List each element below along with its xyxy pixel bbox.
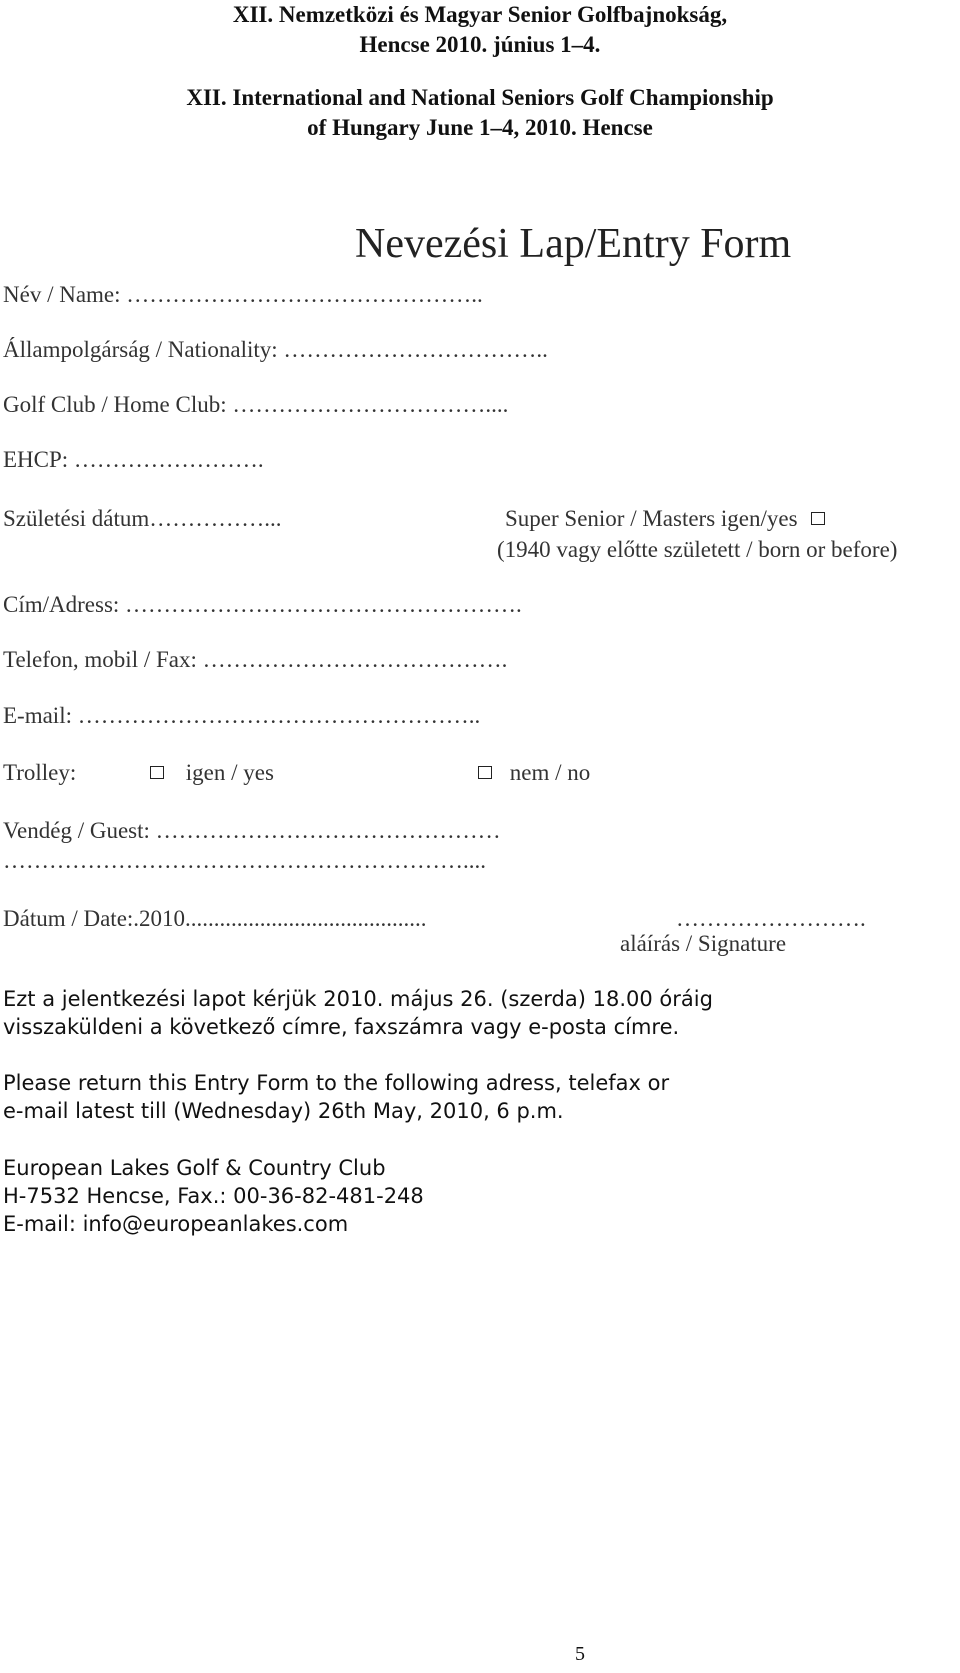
nationality-field[interactable]: Állampolgárság / Nationality: ……………………………..	[3, 337, 548, 362]
trolley-no-label: nem / no	[509, 760, 591, 785]
instruction-hu-line2: visszaküldeni a következő címre, faxszámra vagy e-posta címre.	[3, 1015, 680, 1039]
contact-club: European Lakes Golf & Country Club	[3, 1156, 386, 1180]
date-field[interactable]: Dátum / Date:.2010..........................................	[3, 906, 427, 931]
ehcp-field[interactable]: EHCP: …………………….	[3, 447, 264, 472]
signature-line[interactable]: …………………….	[676, 906, 866, 931]
phone-field[interactable]: Telefon, mobil / Fax: ………………………………….	[3, 647, 508, 672]
trolley-label: Trolley:	[3, 760, 77, 785]
super-senior-note: (1940 vagy előtte született / born or before)	[497, 537, 898, 562]
instruction-hu-line1: Ezt a jelentkezési lapot kérjük 2010. május 26. (szerda) 18.00 óráig	[3, 987, 713, 1011]
guest-field[interactable]: Vendég / Guest: ………………………………………	[3, 818, 501, 843]
super-senior-label: Super Senior / Masters igen/yes	[505, 506, 798, 531]
trolley-yes-option[interactable]	[150, 760, 274, 786]
trolley-no-option[interactable]	[478, 760, 590, 786]
contact-address: H-7532 Hencse, Fax.: 00-36-82-481-248	[3, 1184, 424, 1208]
header-en-line1: XII. International and National Seniors Golf Championship	[186, 85, 774, 110]
super-senior-option[interactable]	[505, 506, 825, 532]
header-en-line2: of Hungary June 1–4, 2010. Hencse	[307, 115, 653, 140]
trolley-yes-checkbox[interactable]	[150, 766, 164, 779]
page-title: Nevezési Lap/Entry Form	[355, 221, 792, 267]
page-number: 5	[575, 1643, 585, 1665]
header-hu-line2: Hencse 2010. június 1–4.	[359, 32, 601, 57]
super-senior-checkbox[interactable]	[811, 512, 825, 525]
trolley-yes-label: igen / yes	[185, 760, 274, 785]
email-field[interactable]: E-mail: ……………………………………………..	[3, 703, 481, 728]
instruction-en-line2: e-mail latest till (Wednesday) 26th May, 2010, 6 p.m.	[3, 1099, 564, 1123]
signature-label: aláírás / Signature	[620, 931, 787, 956]
instruction-en-line1: Please return this Entry Form to the following adress, telefax or	[3, 1071, 670, 1095]
header-hu-line1: XII. Nemzetközi és Magyar Senior Golfbajnokság,	[232, 2, 728, 27]
contact-email[interactable]: E-mail: info@europeanlakes.com	[3, 1212, 349, 1236]
trolley-no-checkbox[interactable]	[478, 766, 492, 779]
name-field[interactable]: Név / Name: ………………………………………..	[3, 282, 483, 307]
address-field[interactable]: Cím/Adress: …………………………………………….	[3, 592, 522, 617]
guest-field-continuation[interactable]: ……………………………………………………....	[3, 848, 486, 873]
home-club-field[interactable]: Golf Club / Home Club: ……………………………....	[3, 392, 509, 417]
birth-date-field[interactable]: Születési dátum……………...	[3, 506, 282, 531]
